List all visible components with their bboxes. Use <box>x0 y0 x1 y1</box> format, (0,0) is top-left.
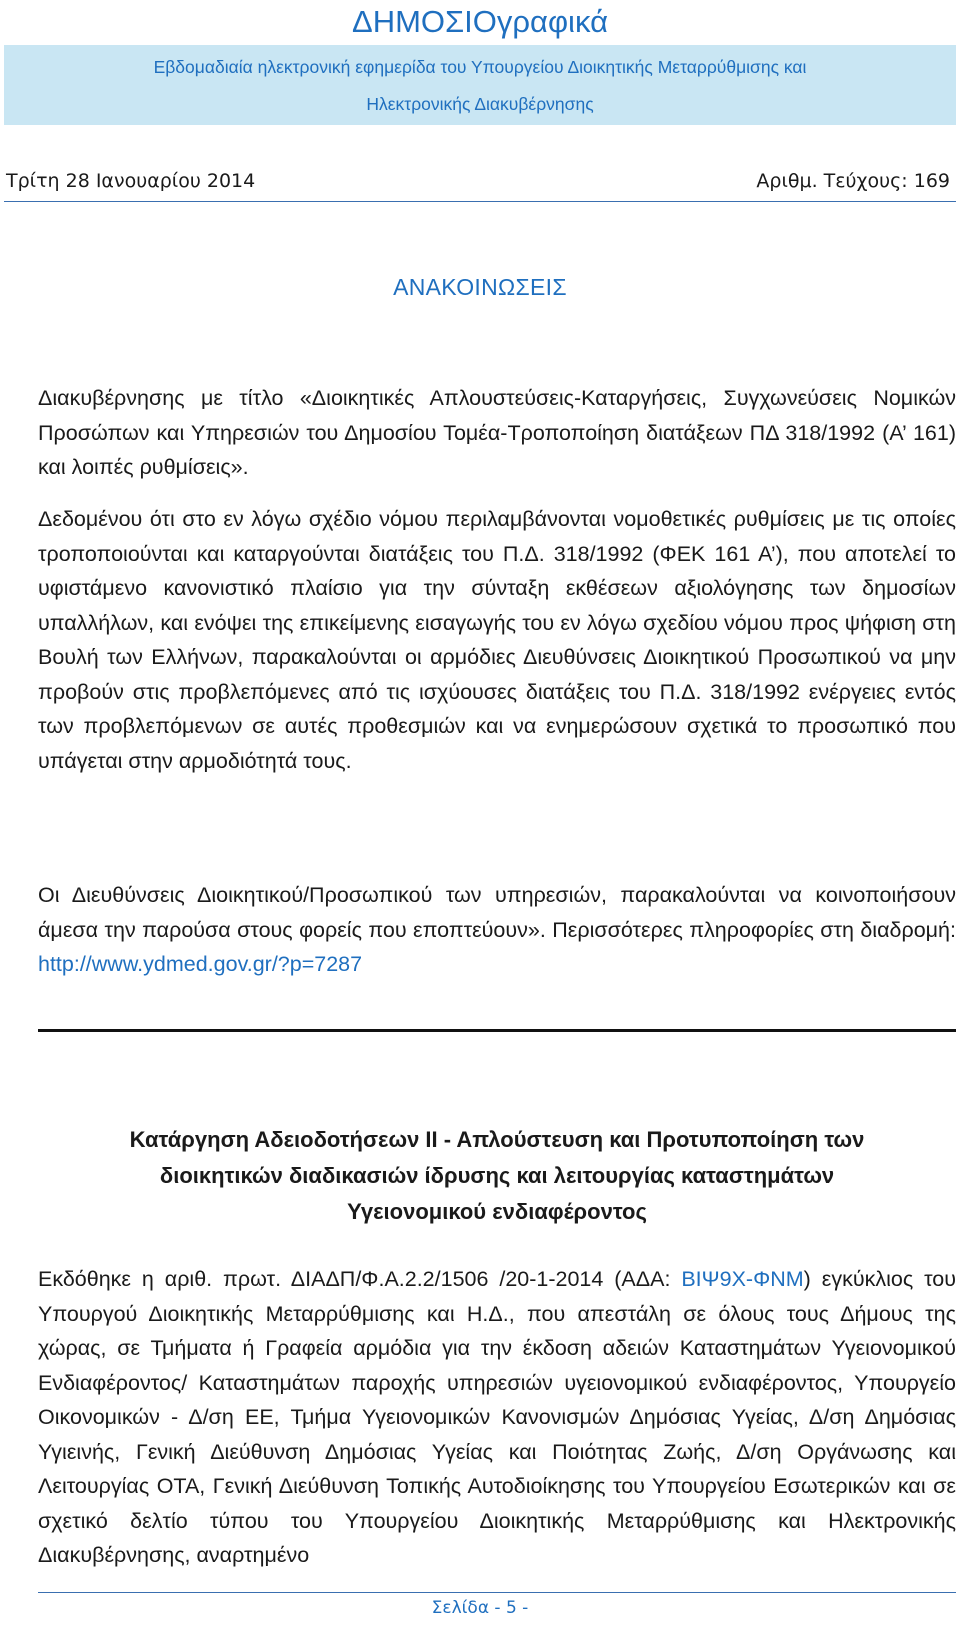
issue-number: Αριθμ. Τεύχους: 169 <box>756 170 950 192</box>
article-title-line-2: διοικητικών διαδικασιών ίδρυσης και λειτουργίας καταστημάτων <box>159 1163 835 1188</box>
article-intro: Εκδόθηκε η αριθ. πρωτ. ΔΙΑΔΠ/Φ.Α.2.2/1506 /20-1-2014 (ΑΔΑ: <box>38 1267 671 1291</box>
subtitle-line-1: Εβδομαδιαία ηλεκτρονική εφημερίδα του Υπουργείου Διοικητικής Μεταρρύθμισης και <box>153 57 807 77</box>
page-number: Σελίδα - 5 - <box>431 1598 529 1618</box>
newsletter-title: ΔΗΜΟΣΙΟγραφικά <box>351 4 608 39</box>
issue-meta <box>6 166 954 196</box>
section-heading: ΑΝΑΚΟΙΝΩΣΕΙΣ <box>393 274 567 300</box>
footer-divider <box>38 1592 956 1593</box>
ada-link[interactable]: ΒΙΨ9Χ-ΦΝΜ <box>681 1267 804 1291</box>
masthead <box>0 0 960 44</box>
article-separator <box>38 1029 956 1032</box>
issue-date: Τρίτη 28 Ιανουαρίου 2014 <box>6 170 256 192</box>
article-body-text: ) εγκύκλιος του Υπουργού Διοικητικής Μεταρρύθμισης και Η.Δ., που απεστάλη σε όλους τους Δήμους της χώρας, σε Τμήματα ή Γραφεία αρμόδια για την έκδοση αδειών Καταστημάτων Υγειονομικού Ενδιαφέροντος/ Καταστημάτων παροχής υπηρεσιών υγειονομικού ενδιαφέροντος, Υπουργείο Οικονομικών - Δ/ση ΕΕ, Τμήμα Υγειονομικών Κανονισμών Δημόσιας Υγείας, Δ/ση Δημόσιας Υγιεινής, Γενική Διεύθυνση Δημόσιας Υγείας και Ποιότητας Ζωής, Δ/ση Οργάνωσης και Λειτουργίας ΟΤΑ, Γενική Διεύθυνση Τοπικής Αυτοδιοίκησης του Υπουργείου Εσωτερικών και σε σχετικό δελτίο τύπου του Υπουργείου Διοικητικής Μεταρρύθμισης και Ηλεκτρονικής Διακυβέρνησης, αναρτημένο <box>38 1267 956 1567</box>
announcement-paragraph-3-text: Οι Διευθύνσεις Διοικητικού/Προσωπικού των υπηρεσιών, παρακαλούνται να κοινοποιήσουν άμεσα την παρούσα στους φορείς που εποπτεύουν». Περισσότερες πληροφορίες στη διαδρομή: <box>38 883 956 942</box>
header-divider <box>4 201 956 202</box>
announcement-paragraph-1: Διακυβέρνησης με τίτλο «Διοικητικές Απλουστεύσεις-Καταργήσεις, Συγχωνεύσεις Νομικών Προσώπων και Υπηρεσιών του Δημοσίου Τομέα-Τροποποίηση διατάξεων ΠΔ 318/1992 (Α’ 161) και λοιπές ρυθμίσεις». <box>38 386 956 479</box>
announcement-paragraph-2: Δεδομένου ότι στο εν λόγω σχέδιο νόμου περιλαμβάνονται νομοθετικές ρυθμίσεις με τις οποίες τροποποιούνται και καταργούνται διατάξεις του Π.Δ. 318/1992 (ΦΕΚ 161 Α’), που αποτελεί το υφιστάμενο κανονιστικό πλαίσιο για την σύνταξη εκθέσεων αξιολόγησης των δημοσίων υπαλλήλων, και ενόψει της επικείμενης εισαγωγής του εν λόγω σχεδίου νόμου προς ψήφιση στη Βουλή των Ελλήνων, παρακαλούνται οι αρμόδιες Διευθύνσεις Διοικητικού Προσωπικού να μην προβούν στις προβλεπόμενες από τις ισχύουσες διατάξεις του Π.Δ. 318/1992 ενέργειες εντός των προβλεπόμενων σε αυτές προθεσμιών και να ενημερώσουν σχετικά το προσωπικό που υπάγεται στην αρμοδιότητά τους. <box>38 507 956 773</box>
article-body <box>38 1262 956 1573</box>
newsletter-subtitle <box>4 49 956 123</box>
article-title <box>38 1122 956 1230</box>
more-info-link[interactable]: http://www.ydmed.gov.gr/?p=7287 <box>38 952 363 976</box>
announcement-paragraph-3 <box>38 878 956 982</box>
article-title-line-1: Κατάργηση Αδειοδοτήσεων ΙΙ - Απλούστευση και Προτυποποίηση των <box>129 1127 865 1152</box>
subtitle-line-2: Ηλεκτρονικής Διακυβέρνησης <box>366 94 594 114</box>
article-title-line-3: Υγειονομικού ενδιαφέροντος <box>347 1199 647 1224</box>
